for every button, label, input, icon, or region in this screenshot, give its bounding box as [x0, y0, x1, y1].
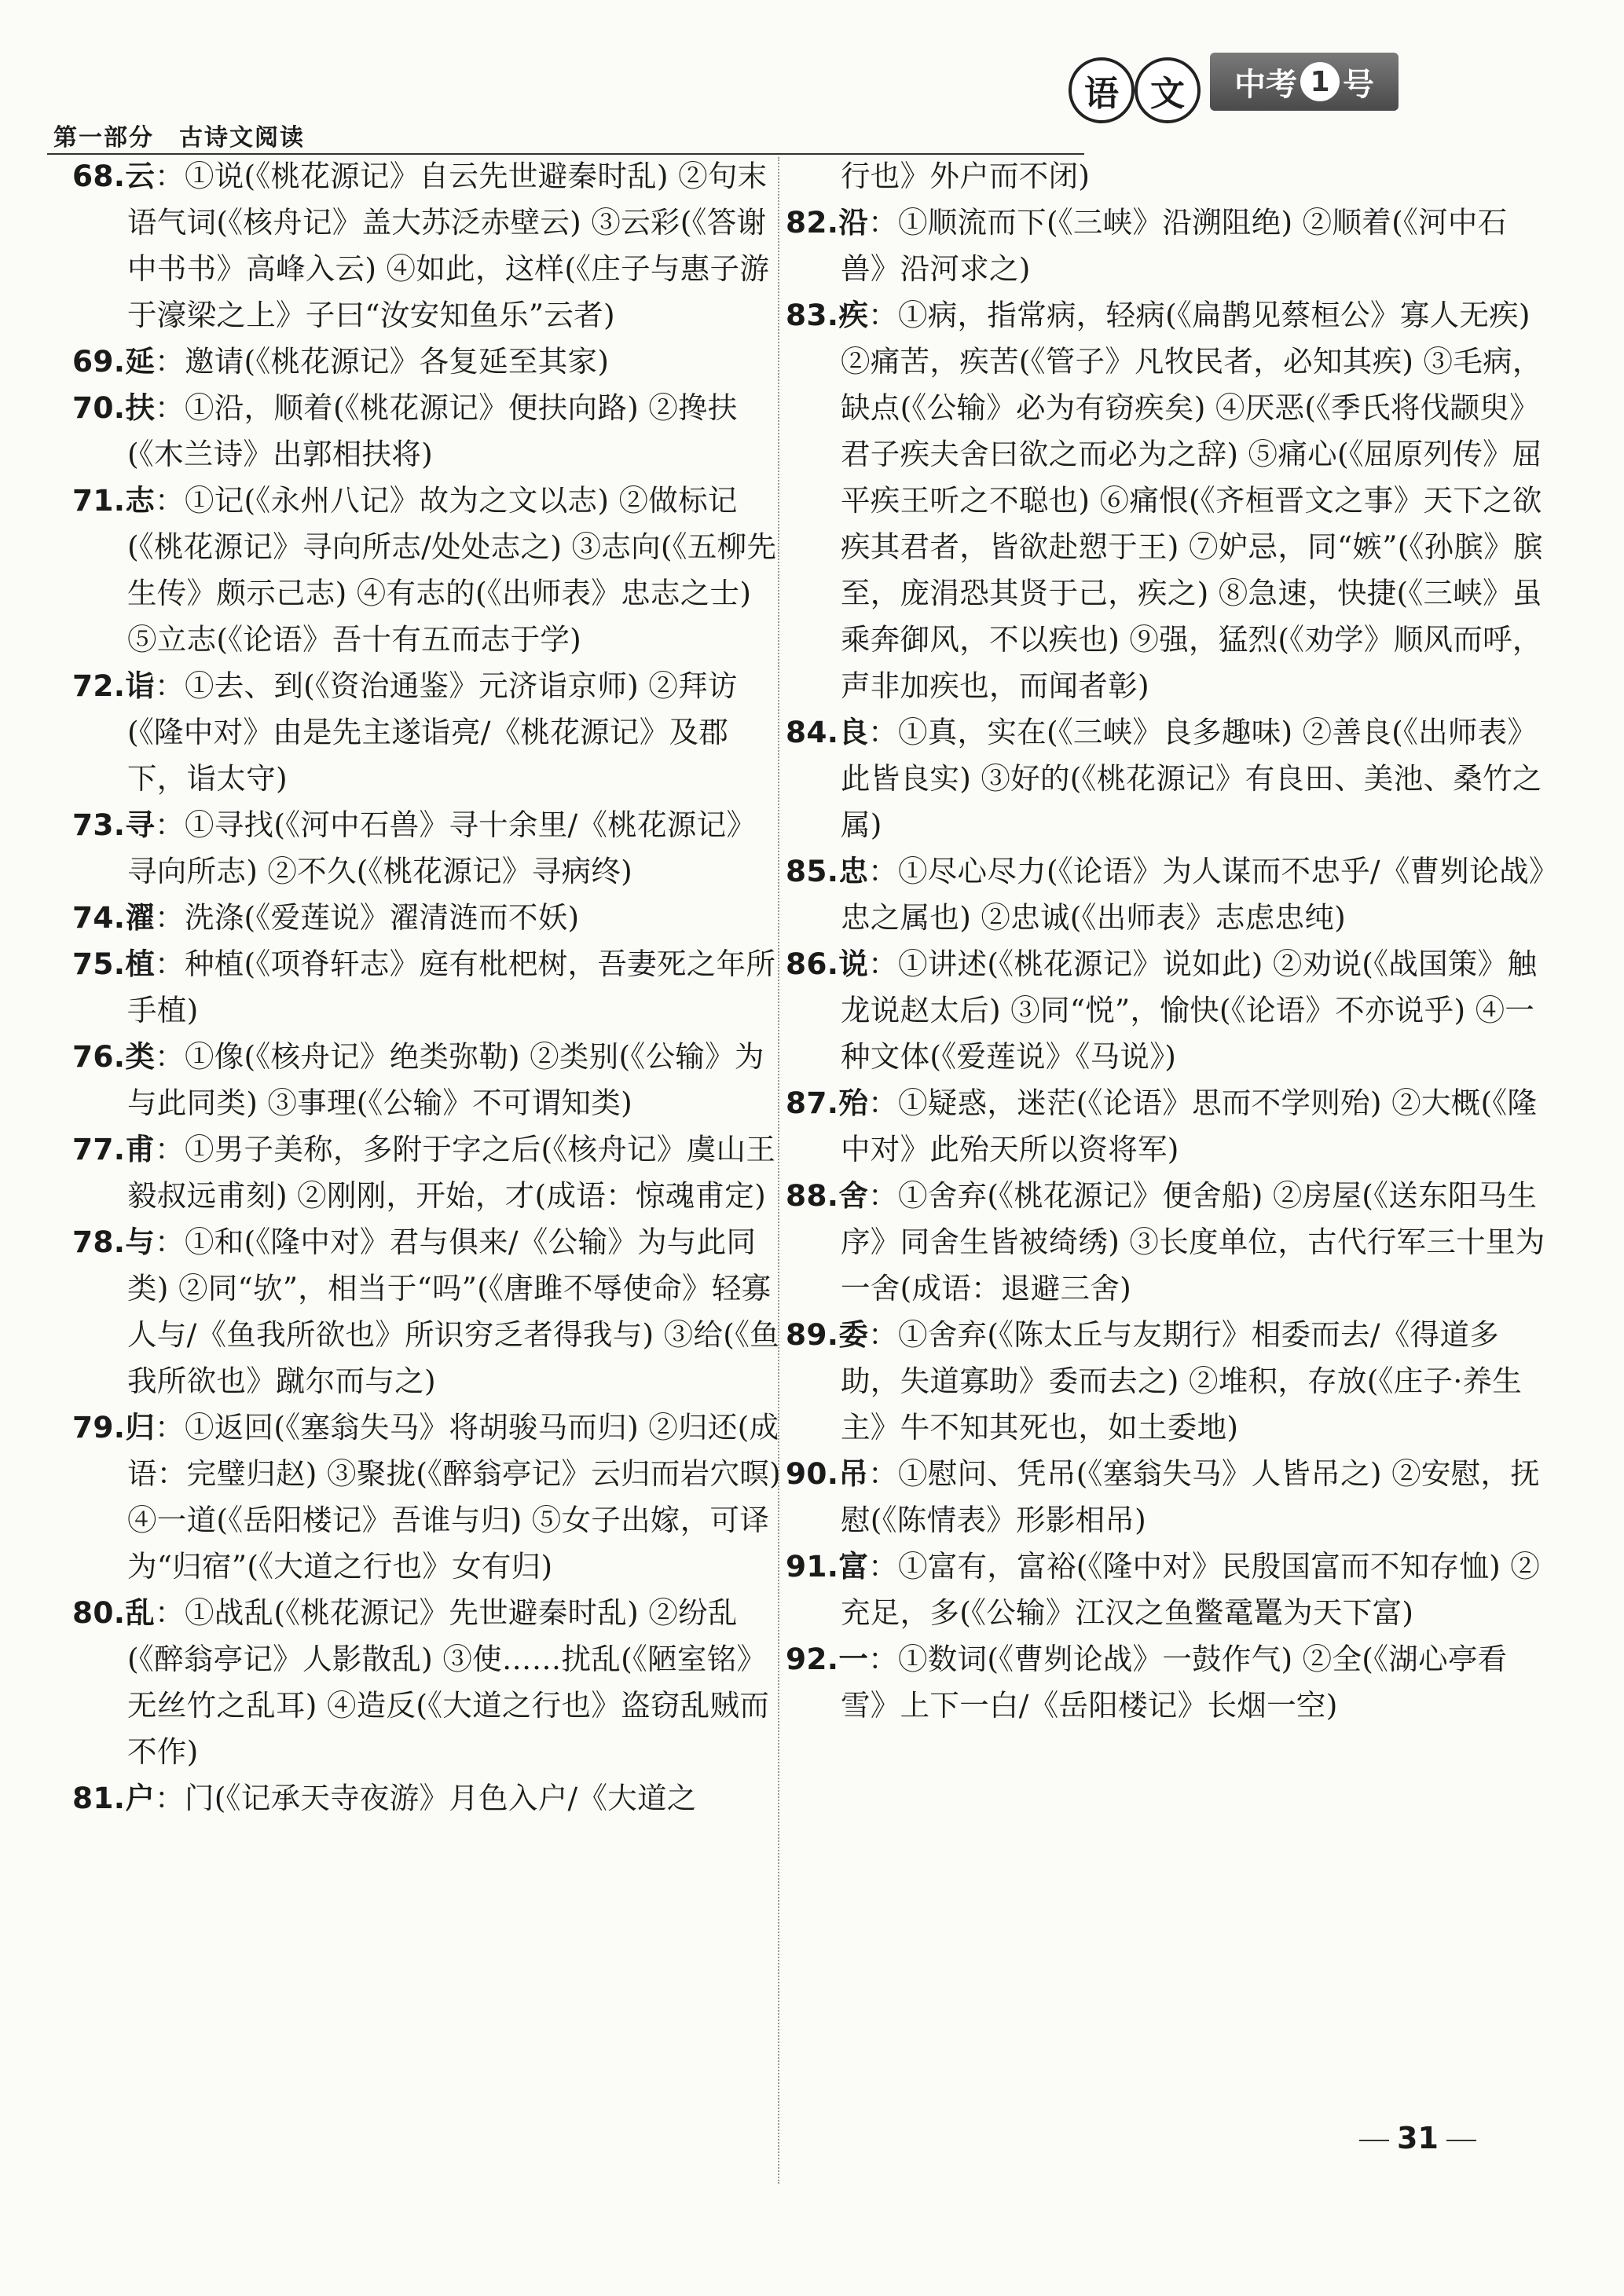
entry-number: 71.: [72, 483, 126, 518]
section-header: 第一部分 古诗文阅读: [53, 124, 305, 152]
page-number-text: 31: [1397, 2121, 1439, 2155]
entry-definition: ：①男子美称，多附于字之后(《核舟记》虞山王毅叔远甫刻) ②刚刚，开始，才(成语：惊魂甫定): [127, 1132, 776, 1213]
entry-number: 88.: [786, 1178, 839, 1213]
entry-headword: 甫: [125, 1132, 156, 1166]
entry-number: 86.: [786, 947, 839, 981]
entry-definition: ：①记(《永州八记》故为之文以志) ②做标记(《桃花源记》寻向所志/处处志之) ③志向(《五柳先生传》颇示己志) ④有志的(《出师表》忠志之士) ⑤立志(《论语》吾十有五而志于学): [127, 483, 777, 657]
dictionary-entry: [786, 1543, 1552, 1636]
entry-number: 70.: [72, 390, 126, 425]
dictionary-entry: [786, 1451, 1552, 1543]
dictionary-entry: [72, 663, 783, 802]
entry-definition: ：邀请(《桃花源记》各复延至其家): [155, 344, 610, 379]
entry-headword: 舍: [838, 1178, 869, 1213]
dictionary-entry: [72, 1775, 783, 1822]
dictionary-entry: [72, 478, 783, 663]
entry-definition: ：门(《记承天寺夜游》月色入户/《大道之: [155, 1781, 697, 1815]
series-badge: [1069, 43, 1556, 137]
dictionary-entry: [786, 1173, 1552, 1312]
entry-definition: ：①顺流而下(《三峡》沿溯阻绝) ②顺着(《河中石兽》沿河求之): [841, 205, 1508, 286]
dictionary-entry: [786, 200, 1552, 292]
dictionary-entry: [786, 848, 1552, 941]
entry-headword: 委: [838, 1317, 869, 1352]
dictionary-entry: [72, 339, 783, 385]
series-prefix: 中考: [1234, 66, 1297, 103]
entry-definition: ：①舍弃(《桃花源记》便舍船) ②房屋(《送东阳马生序》同舍生皆被绮绣) ③长度单位，古代行军三十里为一舍(成语：退避三舍): [841, 1178, 1545, 1305]
entry-headword: 疾: [838, 298, 869, 332]
entry-definition: ：①返回(《塞翁失马》将胡骏马而归) ②归还(成语：完璧归赵) ③聚拢(《醉翁亭记》云归而岩穴暝) ④一道(《岳阳楼记》吾谁与归) ⑤女子出嫁，可译为“归宿”(《大道之行也》女有归): [127, 1410, 782, 1584]
dictionary-entry: [786, 292, 1552, 709]
entry-number: 72.: [72, 668, 126, 703]
entry-headword: 云: [125, 159, 156, 193]
entry-definition: ：①富有，富裕(《隆中对》民殷国富而不知存恤) ②充足，多(《公输》江汉之鱼鳖鼋鼍为天下富): [841, 1549, 1541, 1630]
entry-headword: 殆: [838, 1086, 869, 1120]
entry-definition: ：①讲述(《桃花源记》说如此) ②劝说(《战国策》触龙说赵太后) ③同“悦”，愉快(《论语》不亦说乎) ④一种文体(《爱莲说》《马说》): [841, 947, 1538, 1074]
entry-headword: 户: [125, 1781, 156, 1815]
entry-definition: ：①数词(《曹刿论战》一鼓作气) ②全(《湖心亭看雪》上下一白/《岳阳楼记》长烟一空): [841, 1642, 1508, 1723]
entry-definition: ：洗涤(《爱莲说》濯清涟而不妖): [155, 900, 580, 935]
entry-headword: 忠: [838, 854, 869, 888]
dictionary-entry: [72, 153, 783, 339]
entry-headword: 寻: [125, 807, 156, 842]
entry-number: 92.: [786, 1642, 839, 1676]
right-column: [786, 153, 1552, 1729]
entry-headword: 吊: [838, 1456, 869, 1491]
entry-headword: 富: [838, 1549, 869, 1584]
dictionary-entry: [786, 1636, 1552, 1729]
entry-definition: ：①病，指常病，轻病(《扁鹊见蔡桓公》寡人无疾) ②痛苦，疾苦(《管子》凡牧民者，必知其疾) ③毛病，缺点(《公输》必为有窃疾矣) ④厌恶(《季氏将伐颛臾》君子疾夫舍曰欲之而必为之辞) ⑤痛心(《屈原列传》屈平疾王听之不聪也) ⑥痛恨(《齐桓晋文之事》天下之欲疾其君者，皆欲赴愬于王) ⑦妒忌，同“嫉”(《孙膑》膑至，庞涓恐其贤于己，疾之) ⑧急速，快捷(《三峡》虽乘奔御风，不以疾也) ⑨强，猛烈(《劝学》顺风而呼，声非加疾也，而闻者彰): [841, 298, 1543, 703]
entry-number: 76.: [72, 1039, 126, 1074]
entry-definition: ：种植(《项脊轩志》庭有枇杷树，吾妻死之年所手植): [127, 947, 776, 1027]
dictionary-entry: [786, 1080, 1552, 1173]
dictionary-entry: [72, 1590, 783, 1775]
entry-number: 69.: [72, 344, 126, 379]
entry-headword: 乱: [125, 1595, 156, 1630]
entry-definition: ：①沿，顺着(《桃花源记》便扶向路) ②搀扶(《木兰诗》出郭相扶将): [127, 390, 738, 471]
dictionary-entry: [72, 1219, 783, 1404]
dictionary-entry: [786, 153, 1552, 200]
entry-definition: ：①和(《隆中对》君与俱来/《公输》为与此同类) ②同“欤”，相当于“吗”(《唐雎不辱使命》轻寡人与/《鱼我所欲也》所识穷乏者得我与) ③给(《鱼我所欲也》蹴尔而与之): [127, 1225, 780, 1398]
dash-right: [1446, 2140, 1476, 2141]
entry-headword: 延: [125, 344, 156, 379]
entry-number: 75.: [72, 947, 126, 981]
dictionary-entry: [786, 941, 1552, 1080]
entry-number: 91.: [786, 1549, 839, 1584]
entry-headword: 良: [838, 715, 869, 749]
entry-headword: 植: [125, 947, 156, 981]
dictionary-entry: [72, 941, 783, 1034]
entry-headword: 类: [125, 1039, 156, 1074]
entry-definition: ：①寻找(《河中石兽》寻十余里/《桃花源记》寻向所志) ②不久(《桃花源记》寻病终): [127, 807, 757, 888]
entry-headword: 说: [838, 947, 869, 981]
entry-definition: ：①尽心尽力(《论语》为人谋而不忠乎/《曹刿论战》忠之属也) ②忠诚(《出师表》志虑忠纯): [841, 854, 1544, 935]
entry-number: 81.: [72, 1781, 126, 1815]
dash-left: [1359, 2140, 1389, 2141]
entry-definition: ：①去、到(《资治通鉴》元济诣京师) ②拜访(《隆中对》由是先主遂诣亮/《桃花源记》及郡下，诣太守): [127, 668, 738, 796]
series-suffix: 号: [1343, 66, 1374, 103]
entry-number: 83.: [786, 298, 839, 332]
entry-headword: 沿: [838, 205, 869, 240]
page-number: [1351, 2121, 1484, 2155]
entry-definition: ：①像(《核舟记》绝类弥勒) ②类别(《公输》为与此同类) ③事理(《公输》不可谓知类): [127, 1039, 764, 1120]
entry-number: 84.: [786, 715, 839, 749]
entry-definition: ：①战乱(《桃花源记》先世避秦时乱) ②纷乱(《醉翁亭记》人影散乱) ③使……扰乱(《陋室铭》无丝竹之乱耳) ④造反(《大道之行也》盗窃乱贼而不作): [127, 1595, 770, 1769]
entry-number: 73.: [72, 807, 126, 842]
dictionary-entry: [72, 1126, 783, 1219]
dictionary-entry: [72, 802, 783, 895]
dictionary-entry: [72, 895, 783, 941]
entry-definition: ：①疑惑，迷茫(《论语》思而不学则殆) ②大概(《隆中对》此殆天所以资将军): [841, 1086, 1538, 1166]
entry-definition: ：①真，实在(《三峡》良多趣味) ②善良(《出师表》此皆良实) ③好的(《桃花源记》有良田、美池、桑竹之属): [841, 715, 1542, 842]
entry-number: 89.: [786, 1317, 839, 1352]
entry-number: 74.: [72, 900, 126, 935]
subject-char-1: 语: [1069, 57, 1135, 123]
entry-headword: 与: [125, 1225, 156, 1259]
dictionary-entry: [72, 1404, 783, 1590]
entry-number: 90.: [786, 1456, 839, 1491]
entry-number: 78.: [72, 1225, 126, 1259]
entry-number: 80.: [72, 1595, 126, 1630]
entry-definition: ：①说(《桃花源记》自云先世避秦时乱) ②句末语气词(《核舟记》盖大苏泛赤壁云) ③云彩(《答谢中书书》高峰入云) ④如此，这样(《庄子与惠子游于濠梁之上》子曰“汝安知鱼乐”云者): [127, 159, 770, 332]
left-column: [72, 153, 783, 1822]
dictionary-entry: [786, 1312, 1552, 1451]
entry-headword: 一: [838, 1642, 869, 1676]
entry-number: 79.: [72, 1410, 126, 1445]
dictionary-entry: [72, 1034, 783, 1126]
dictionary-entry: [72, 385, 783, 478]
subject-char-2: 文: [1135, 57, 1201, 123]
entry-headword: 志: [125, 483, 156, 518]
entry-headword: 扶: [125, 390, 156, 425]
dictionary-entry: [786, 709, 1552, 848]
entry-number: 68.: [72, 159, 126, 193]
entry-definition: 行也》外户而不闭): [841, 159, 1091, 193]
entry-number: 82.: [786, 205, 839, 240]
series-number: 1: [1300, 62, 1340, 101]
entry-headword: 濯: [125, 900, 156, 935]
column-divider: [778, 157, 779, 2184]
entry-number: 77.: [72, 1132, 126, 1166]
entry-headword: 诣: [125, 668, 156, 703]
series-label: [1210, 53, 1399, 111]
entry-definition: ：①舍弃(《陈太丘与友期行》相委而去/《得道多助，失道寡助》委而去之) ②堆积，存放(《庄子·养生主》牛不知其死也，如土委地): [841, 1317, 1523, 1445]
entry-number: 87.: [786, 1086, 839, 1120]
entry-headword: 归: [125, 1410, 156, 1445]
entry-number: 85.: [786, 854, 839, 888]
entry-definition: ：①慰问、凭吊(《塞翁失马》人皆吊之) ②安慰，抚慰(《陈情表》形影相吊): [841, 1456, 1541, 1537]
